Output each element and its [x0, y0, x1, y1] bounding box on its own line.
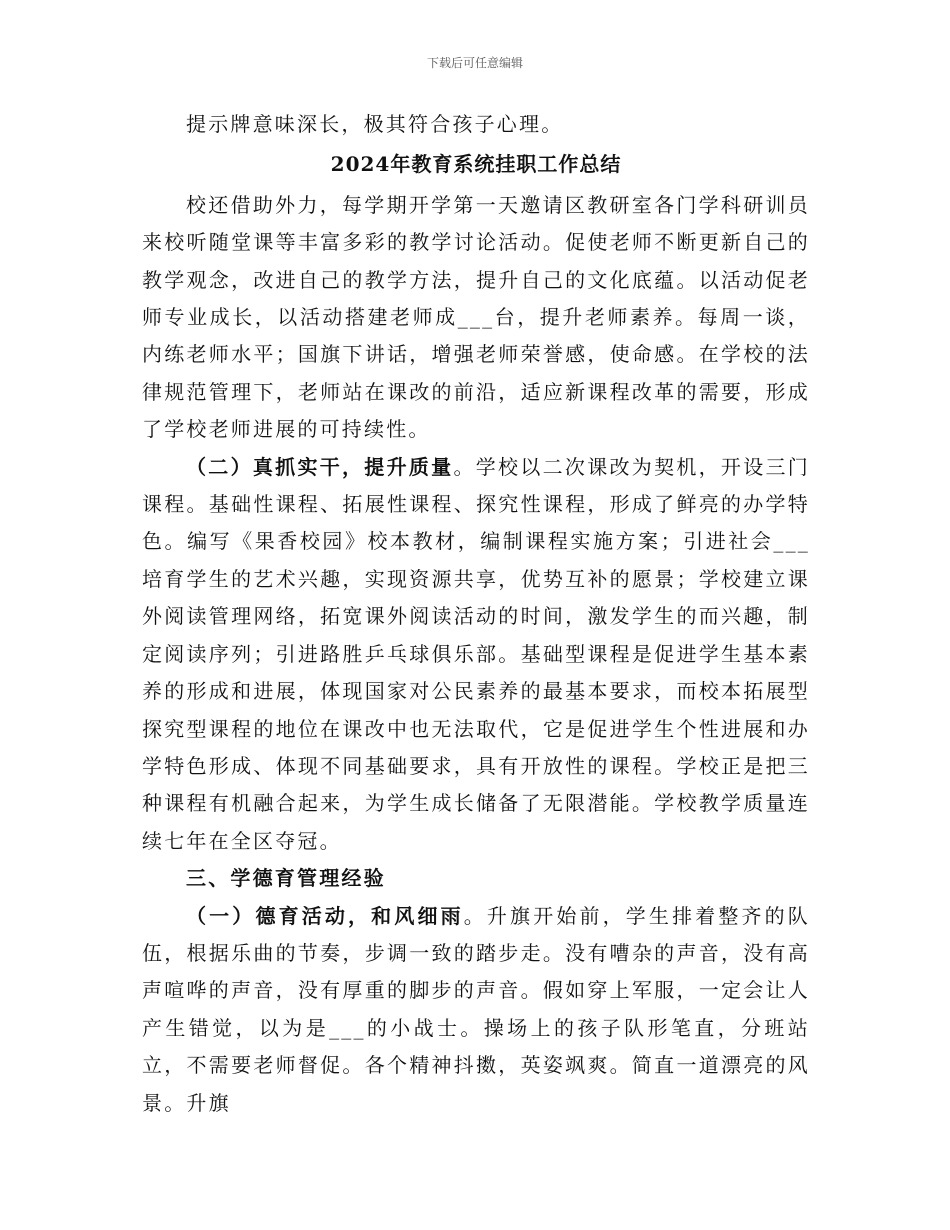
paragraph-1: 校还借助外力，每学期开学第一天邀请区教研室各门学科研训员来校听随堂课等丰富多彩的教学讨论活动。促使老师不断更新自己的教学观念，改进自己的教学方法，提升自己的文化底蕴。以活动促老师专业成长，以活动搭建老师成___台，提升老师素养。每周一谈，内练老师水平；国旗下讲话，增强老师荣誉感，使命感。在学校的法律规范管理下，老师站在课改的前沿，适应新课程改革的需要，形成了学校老师进展的可持续性。: [142, 192, 810, 442]
paragraph-3-heading: （一）德育活动，和风细雨: [186, 903, 464, 928]
paragraph-2: [142, 449, 810, 860]
paragraph-2-body: 。学校以二次课改为契机，开设三门课程。基础性课程、拓展性课程、探究性课程，形成了鲜亮的办学特色。编写《果香校园》校本教材，编制课程实施方案；引进社会___培育学生的艺术兴趣，实现资源共享，优势互补的愿景；学校建立课外阅读管理网络，拓宽课外阅读活动的时间，激发学生的而兴趣，制定阅读序列；引进路胜乒乓球俱乐部。基础型课程是促进学生基本素养的形成和进展，体现国家对公民素养的最基本要求，而校本拓展型探究型课程的地位在课改中也无法取代，它是促进学生个性进展和办学特色形成、体现不同基础要求，具有开放性的课程。学校正是把三种课程有机融合起来，为学生成长储备了无限潜能。学校教学质量连续七年在全区夺冠。: [142, 454, 810, 853]
paragraph-3-body: 。升旗开始前，学生排着整齐的队伍，根据乐曲的节奏，步调一致的踏步走。没有嘈杂的声音，没有高声喧哗的声音，没有厚重的脚步的声音。假如穿上军服，一定会让人产生错觉，以为是___的小战士。操场上的孩子队形笔直，分班站立，不需要老师督促。各个精神抖擞，英姿飒爽。简直一道漂亮的风景。升旗: [142, 903, 811, 1115]
paragraph-2-heading: （二）真抓实干，提升质量: [186, 454, 454, 479]
intro-line: 提示牌意味深长，极其符合孩子心理。: [186, 112, 564, 136]
document-body: [142, 106, 810, 1122]
document-title: 2024年教育系统挂职工作总结: [330, 152, 622, 177]
section-3-heading: 三、学德育管理经验: [186, 866, 386, 891]
paragraph-3: [142, 898, 810, 1122]
page-header: 下载后可任意编辑: [426, 56, 523, 70]
